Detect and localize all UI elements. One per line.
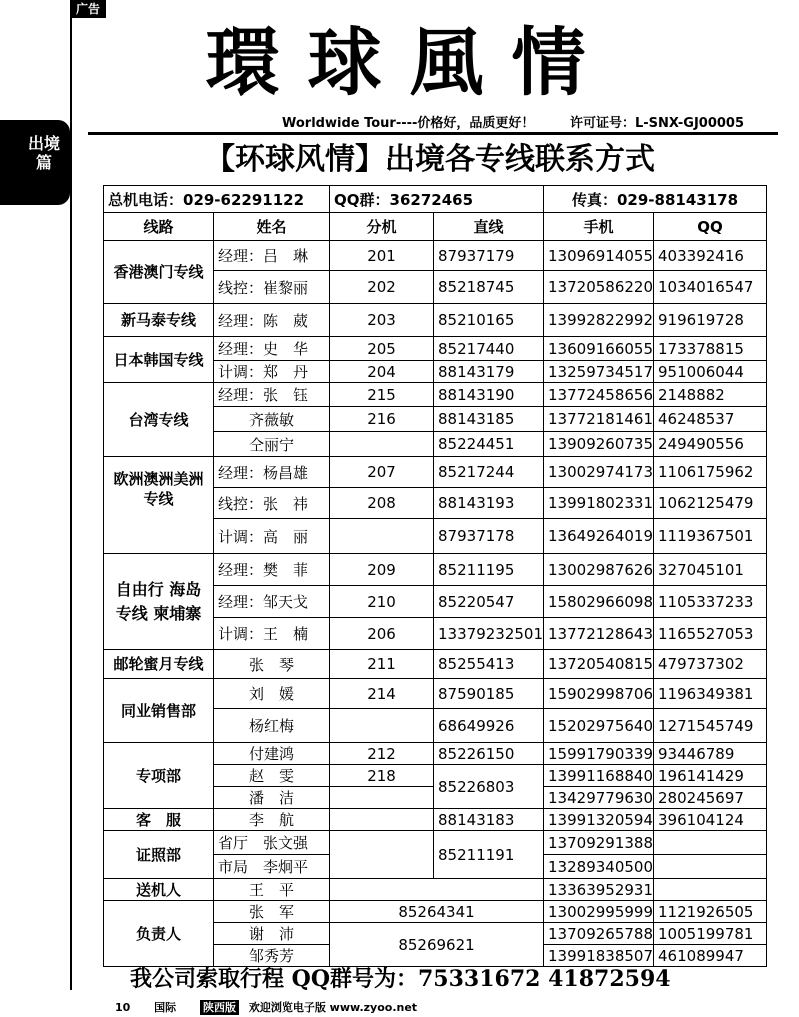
contact-name: 张 琴 [214,650,330,679]
qq: 1119367501 [654,519,767,554]
extension: 212 [330,743,434,765]
qq: 396104124 [654,809,767,831]
contact-name: 赵 雯 [214,765,330,787]
mobile: 13259734517 [544,361,654,383]
brand-title: 環球風情 [205,20,614,106]
table-row [104,304,767,337]
contact-name: 经理：张 钰 [214,383,330,407]
direct-line: 85220547 [434,586,544,618]
qq: 1106175962 [654,457,767,488]
direct-line: 87590185 [434,679,544,709]
route-leader: 负责人 [104,901,214,967]
extension [330,709,434,743]
mobile: 13429779630 [544,787,654,809]
route-hk-macau: 香港澳门专线 [104,241,214,304]
contact-name: 刘 媛 [214,679,330,709]
qq: 280245697 [654,787,767,809]
edition-badge: 陕西版 [200,1000,239,1015]
direct-line: 85224451 [434,432,544,457]
extension: 210 [330,586,434,618]
mobile: 13991320594 [544,809,654,831]
section-tab-label: 出境篇 [28,134,61,172]
contact-name: 计调：王 楠 [214,618,330,650]
mobile: 15802966098 [544,586,654,618]
extension: 201 [330,241,434,271]
route-sg-my-th: 新马泰专线 [104,304,214,337]
qq-group-summary: 我公司索取行程 QQ群号为：75331672 41872594 [130,966,671,992]
table-row [104,337,767,361]
contact-name: 计调：郑 丹 [214,361,330,383]
ad-tag: 广告 [70,0,106,18]
office-line: 85264341 [330,901,544,923]
table-row [104,554,767,586]
mobile: 13709291388 [544,831,654,855]
header-row [104,213,767,241]
mobile: 13002987626 [544,554,654,586]
contact-name: 经理：吕 琳 [214,241,330,271]
route-delivery: 送机人 [104,879,214,901]
contact-name: 线控：张 祎 [214,488,330,519]
table-row [104,383,767,407]
extension: 207 [330,457,434,488]
mobile: 13002974173 [544,457,654,488]
contact-name: 张 军 [214,901,330,923]
mobile: 13772128643 [544,618,654,650]
qq [654,879,767,901]
direct-line: 87937178 [434,519,544,554]
mobile: 13991168840 [544,765,654,787]
direct-line: 88143185 [434,407,544,432]
qq: 327045101 [654,554,767,586]
contact-name: 经理：邹天戈 [214,586,330,618]
qq: 479737302 [654,650,767,679]
mobile: 13609166055 [544,337,654,361]
direct-line: 68649926 [434,709,544,743]
extension: 215 [330,383,434,407]
mobile: 13720586220 [544,271,654,304]
mobile: 15902998706 [544,679,654,709]
extension: 218 [330,765,434,787]
extension [330,809,434,831]
qq: 1165527053 [654,618,767,650]
qq [654,855,767,879]
extension: 205 [330,337,434,361]
extension [330,432,434,457]
contact-name: 李 航 [214,809,330,831]
route-japan-korea: 日本韩国专线 [104,337,214,383]
route-eu-au-us: 欧洲澳洲美洲专线 [104,457,214,554]
contact-name: 省厅 张文强 [214,831,330,855]
mobile: 15202975640 [544,709,654,743]
extension: 214 [330,679,434,709]
contact-name: 杨红梅 [214,709,330,743]
route-peer-sales: 同业销售部 [104,679,214,743]
mobile: 13720540815 [544,650,654,679]
section-tab[interactable] [0,120,70,205]
direct-line: 88143179 [434,361,544,383]
page-number: 10 [115,1001,131,1014]
qq: 1196349381 [654,679,767,709]
footer-category: 国际 [154,1001,177,1014]
extension: 203 [330,304,434,337]
mobile: 13096914055 [544,241,654,271]
mobile: 13991838507 [544,945,654,967]
route-cruise: 邮轮蜜月专线 [104,650,214,679]
header-qq: QQ [654,213,767,241]
extension [330,787,434,809]
qq: 2148882 [654,383,767,407]
direct-line: 85210165 [434,304,544,337]
extension: 209 [330,554,434,586]
table-row [104,241,767,271]
mobile: 13649264019 [544,519,654,554]
header-route: 线路 [104,213,214,241]
extension [330,519,434,554]
contact-name: 线控：崔黎丽 [214,271,330,304]
direct-line: 85211195 [434,554,544,586]
route-special: 专项部 [104,743,214,809]
main-phone: 总机电话：029-62291122 [104,186,330,213]
direct-line: 88143190 [434,383,544,407]
contact-table [103,185,767,967]
direct-line: 13379232501 [434,618,544,650]
direct-line: 85218745 [434,271,544,304]
mobile: 13002995999 [544,901,654,923]
contact-name: 计调：高 丽 [214,519,330,554]
direct-line: 88143183 [434,809,544,831]
direct-line: 85217440 [434,337,544,361]
tagline-row [282,112,772,131]
extension: 204 [330,361,434,383]
extension [330,831,434,879]
divider [88,132,778,135]
direct-line: 85255413 [434,650,544,679]
extension: 208 [330,488,434,519]
header-name: 姓名 [214,213,330,241]
tagline: Worldwide Tour----价格好，品质更好！ [282,116,535,131]
table-row [104,457,767,488]
extension: 211 [330,650,434,679]
header-mobile: 手机 [544,213,654,241]
route-free-travel: 自由行 海岛 专线 柬埔寨 [104,554,214,650]
qq: 461089947 [654,945,767,967]
contact-name: 潘 洁 [214,787,330,809]
table-row [104,679,767,709]
mobile: 15991790339 [544,743,654,765]
page-heading: 【环球风情】出境各专线联系方式 [205,142,655,177]
qq: 951006044 [654,361,767,383]
contact-name: 经理：杨昌雄 [214,457,330,488]
table-row [104,809,767,831]
fax-number: 传真：029-88143178 [544,186,767,213]
mobile: 13709265788 [544,923,654,945]
qq: 46248537 [654,407,767,432]
direct-line: 85217244 [434,457,544,488]
mobile: 13772181461 [544,407,654,432]
qq: 1034016547 [654,271,767,304]
contact-name: 齐薇敏 [214,407,330,432]
contact-name: 仝丽宁 [214,432,330,457]
table-row [104,901,767,923]
footer-text[interactable]: 欢迎浏览电子版 www.zyoo.net [248,1001,418,1014]
contact-name: 经理：樊 菲 [214,554,330,586]
mobile: 13992822992 [544,304,654,337]
mobile: 13772458656 [544,383,654,407]
qq: 93446789 [654,743,767,765]
route-taiwan: 台湾专线 [104,383,214,457]
direct-line: 85211191 [434,831,544,879]
table-row [104,831,767,855]
qq: 173378815 [654,337,767,361]
header-ext: 分机 [330,213,434,241]
table-row [104,879,767,901]
qq: 919619728 [654,304,767,337]
extension: 202 [330,271,434,304]
qq-group: QQ群：36272465 [330,186,544,213]
qq: 1271545749 [654,709,767,743]
mobile: 13289340500 [544,855,654,879]
qq: 1005199781 [654,923,767,945]
qq: 1121926505 [654,901,767,923]
license-number: 许可证号：L-SNX-GJ00005 [570,116,745,131]
direct-line: 85226150 [434,743,544,765]
route-visa: 证照部 [104,831,214,879]
office-line [330,879,544,901]
contact-name: 市局 李炯平 [214,855,330,879]
header-direct: 直线 [434,213,544,241]
table-row [104,743,767,765]
direct-line: 87937179 [434,241,544,271]
qq: 249490556 [654,432,767,457]
qq: 1105337233 [654,586,767,618]
office-line: 85269621 [330,923,544,967]
extension: 216 [330,407,434,432]
contact-name: 付建鸿 [214,743,330,765]
mobile: 13909260735 [544,432,654,457]
qq [654,831,767,855]
qq: 1062125479 [654,488,767,519]
direct-line: 85226803 [434,765,544,809]
page-footer [115,999,437,1015]
table-row [104,650,767,679]
qq: 196141429 [654,765,767,787]
contact-name: 谢 沛 [214,923,330,945]
contact-name: 邹秀芳 [214,945,330,967]
direct-line: 88143193 [434,488,544,519]
mobile: 13991802331 [544,488,654,519]
contact-name: 王 平 [214,879,330,901]
info-row [104,186,767,213]
qq: 403392416 [654,241,767,271]
extension: 206 [330,618,434,650]
mobile: 13363952931 [544,879,654,901]
route-service: 客 服 [104,809,214,831]
contact-name: 经理：陈 葳 [214,304,330,337]
contact-name: 经理：史 华 [214,337,330,361]
